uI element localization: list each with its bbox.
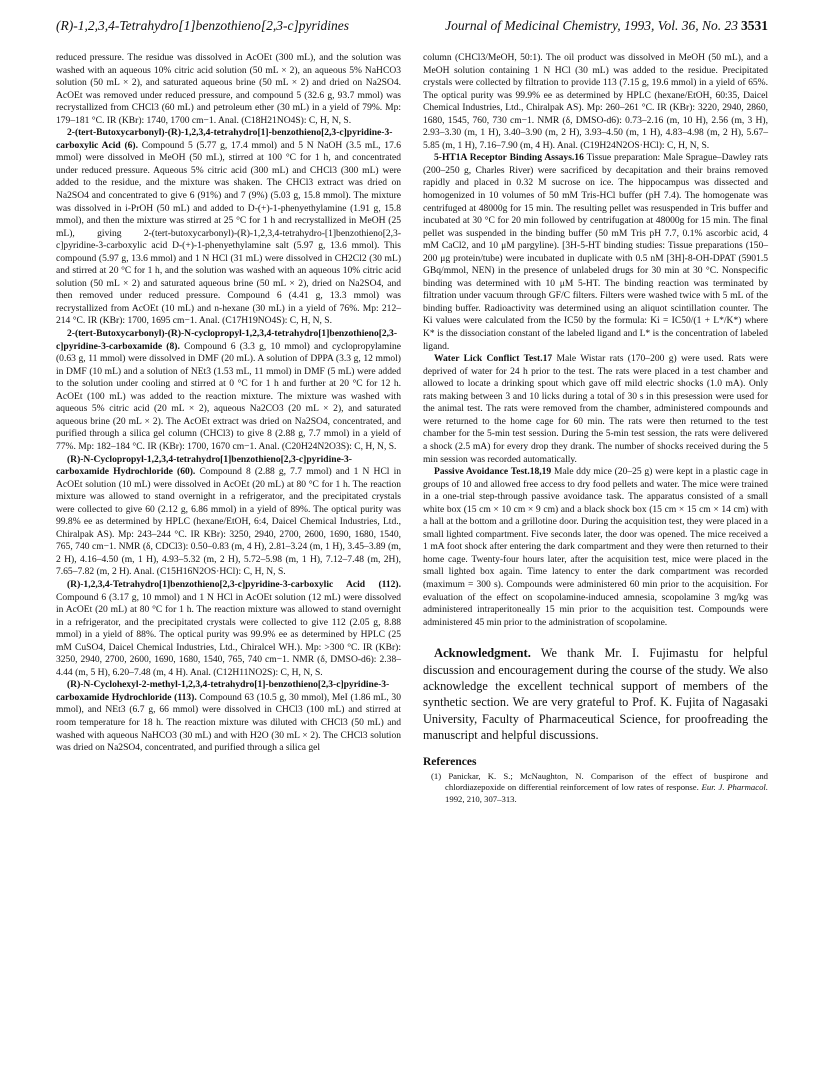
paragraph: reduced pressure. The residue was dissolved in AcOEt (300 mL), and the solution was washed with an aqueous 10% citric acid solution (50 mL × 2), an aqueous 5% NaHCO3 solution (50 mL × 2), and saturated aqueous brine (50 mL × 2) and dried on Na2SO4. AcOEt was removed under reduced pressure, and compound 5 (32.6 g, 93.7 mmol) was recrystallized from CHCl3 (60 mL) and petroleum ether (30 mL) in a yield of 79%. Mp: 179–181 °C. IR (KBr): 1740, 1700 cm−1. Anal. (C18H21NO4S): C, H, N, S. [56,52,401,126]
paragraph [56,127,401,328]
reference-tail: 1992, 210, 307–313. [445,793,517,804]
paragraph [423,466,768,629]
paragraph-text: Compound 8 (2.88 g, 7.7 mmol) and 1 N HCl in AcOEt solution (10 mL) were dissolved in AcOEt (20 mL) at 80 °C for 1 h. The reaction mixture was allowed to stand overnight in a refrigerator, and the precipitated crystals were collected to give 60 (2.12 g, 6.86 mmol) in a yield of 89%. The optical purity was 99.8% ee as determined by HPLC (hexane/EtOH, 6:4, Daicel Chemical Industries, Ltd., Chiralpak AS). Mp: 243–244 °C. IR KBr): 3250, 2940, 2700, 2600, 1690, 1680, 1540, 765, 740 cm−1. NMR (δ, CDCl3): 0.50–0.83 (m, 4 H), 2.81–3.24 (m, 1 H), 3.45–3.89 (m, 2 H), 4.16–4.50 (m, 1 H), 4.93–5.32 (m, 2 H), 5.72–5.98 (m, 1 H), 7.12–7.48 (m, 2H), 7.65–7.82 (m, 2 H). Anal. (C15H16N2OS·HCl): C, H, N, S. [56,466,402,578]
reference-text: Panickar, K. S.; McNaughton, N. Comparison of the effect of buspirone and chlordiazepoxide on differential reinforcement of low rates of response. [445,771,769,793]
paragraph [56,579,401,679]
paragraph [56,454,401,579]
paragraph [56,328,401,453]
page-number: 3531 [741,18,768,33]
paragraph-text: Compound 63 (10.5 g, 30 mmol), MeI (1.86 mL, 30 mmol), and NEt3 (6.7 g, 66 mmol) were dissolved in CHCl3 (100 mL) and stirred at room temperature for 18 h. The reaction mixture was diluted with CHCl3 (50 mL) and washed with aqueous NaHCO3 (30 mL) and with H2O (30 mL × 2). The CHCl3 solution was dried on Na2SO4, concentrated, and purified through a silica gel [56,691,401,754]
paragraph-text: Male Wistar rats (170–200 g) were used. Rats were deprived of water for 24 h prior to the test. The rats were placed in a test chamber and allowed to locate a drinking spout which gave off mild electric shocks (1.0 mA). Only rats making between 3 and 10 licks during a total of 30 s in this presession were used for the animal test. The rats were removed from the chamber, administered compounds and were returned to the home cage for 60 min. The rats were then returned to the test chamber for the 5-min test session. During the 5-min test session, the rats were delivered a shock (2.5 mA) for every drop they drank. The number of shocks received during the 5 min session was recorded automatically. [423,353,769,465]
running-header-journal: Journal of Medicinal Chemistry, 1993, Vol. 36, No. 23 [445,18,738,33]
acknowledgment [423,645,768,743]
section-heading: Passive Avoidance Test.18,19 [434,466,552,478]
acknowledgment-text: We thank Mr. I. Fujimastu for helpful discussion and encouragement during the course of the study. We also acknowledge the excellent technical support of members of the synthetic section. We are very grateful to Prof. K. Fujita of Nagasaki University, Faculty of Pharmaceutical Science, for proofreading the manuscript and helpful discussions. [423,646,768,743]
running-header [56,18,768,40]
section-heading: 2-(tert-Butoxycarbonyl)-(R)-1,2,3,4-tetrahydro[1]-benzothieno[2,3-c]pyridine-3-carboxylic Acid (6). [56,127,393,151]
paragraph-text: Tissue preparation: Male Sprague–Dawley rats (200–250 g, Charles River) were sacrificed by decapitation and their brains removed rapidly and placed in 0.32 M sucrose on ice. The hippocampus was dissected and homogenized in 10 volumes of 50 mM Tris-HCl buffer (pH 7.4). The homogenate was centrifuged at 48000g for 15 min. The resulting pellet was resuspended in Tris buffer and incubated at 30 °C for 20 min followed by centrifugation at 48000g for 15 min. The final pellet was suspended in the binding buffer (50 mM Tris pH 7.7, 0.1% ascorbic acid, 4 mM CaCl2, and 10 μM pargyline). [3H-5-HT binding studies: Tissue preparations (150–200 μg protein/tube) were incubated in duplicate with 0.5 nM [3H]-8-OH-DPAT (5901.5 GBq/mmol, NEN) in the presence of unlabeled drugs for 30 min at 30 °C. Nonspecific binding was determined with 10 μM 5-HT. The binding reaction was terminated by filtration under vacuum through GF/C filters. Filters were washed twice with 5 mL of the binding buffer. Radioactivity was determined using an aliquot scintillation counter. The Ki values were calculated from the IC50 by the formula: Ki = IC50/(1 + L*/K*) where K* is the dissociation constant of the labeled ligand and L* is the concentration of labeled ligand. [423,152,768,352]
running-header-title: (R)-1,2,3,4-Tetrahydro[1]benzothieno[2,3-c]pyridines [56,18,349,33]
paragraph [423,152,768,353]
paragraph-text: Compound 5 (5.77 g, 17.4 mmol) and 5 N NaOH (3.5 mL, 17.6 mmol) were dissolved in MeOH (50 mL), stirred at 100 °C for 1 h, and concentrated under reduced pressure. Aqueous 5% citric acid (300 mL) and CHCl3 (300 mL) were added to the residue, and the mixture was shaken. The CHCl3 extract was dried on Na2SO4 and concentrated to give 6 (91%) and 7 (9%) (5.03 g, 15.8 mmol). The mixture was dissolved in i-PrOH (50 mL) and added to D-(+)-1-phenyethylamine (1.91 g, 15.8 mmol), and then the mixture was stirred at 25 °C for 1 h and recrystallized in MeOH (25 mL), giving 2-(tert-butoxycarbonyl)-(R)-1,2,3,4-tetrahydro-[1]benzothieno[2,3-c]pyridine-3-carboxylic acid D-(+)-1-phenyethylamine salt (5.97 g, 13.6 mmol). This compound (5.97 g, 13.6 mmol) and 1 N HCl (31 mL) were dissolved in CH2Cl2 (30 mL) and stirred at 20 °C for 1 h, and the solution was washed with an aqueous 10% citric acid solution (50 mL × 2) and saturated aqueous brine (50 mL × 2), dried on Na2SO4, and then removed under reduced pressure. Compound 6 (4.41 g, 13.3 mmol) was recrystallized from AcOEt (10 mL) and n-hexane (30 mL) in a yield of 76%. Mp: 212–214 °C. IR (KBr): 1700, 1695 cm−1. Anal. (C17H19NO4S): C, H, N, S. [56,139,401,327]
section-heading: 2-(tert-Butoxycarbonyl)-(R)-N-cyclopropyl-1,2,3,4-tetrahydro[1]benzothieno[2,3-c]pyridine-3-carboxamide (8). [56,328,398,352]
reference-journal: Eur. J. Pharmacol. [701,782,769,793]
section-heading: (R)-1,2,3,4-Tetrahydro[1]benzothieno[2,3-c]pyridine-3-carboxylic Acid (112). [67,578,401,590]
paragraph [56,679,401,754]
paragraph: column (CHCl3/MeOH, 50:1). The oil product was dissolved in MeOH (50 mL), and a MeOH solution containing 1 N HCl (30 mL) was added to the residue. Precipitated crystals were collected by filtration to provide 113 (7.15 g, 19.6 mmol) in a yield of 65%. The optical purity was 99.9% ee as determined by HPLC (hexane/EtOH, 60:35, Daicel Chemical Industries, Ltd., Chiralpak AS). Mp: 260–261 °C. IR (KBr): 3220, 2940, 2860, 1680, 1545, 760, 730 cm−1. NMR (δ, DMSO-d6): 0.73–2.16 (m, 10 H), 2.56 (m, 3 H), 2.93–3.30 (m, 1 H), 3.40–3.90 (m, 2 H), 3.93–4.50 (m, 1 H), 4.83–4.98 (m, 2 H), 5.67–5.85 (m, 1 H), 7.16–7.90 (m, 4 H). Anal. (C19H24N2OS·HCl): C, H, N, S. [423,52,768,151]
references-title: References [423,755,477,768]
left-column [56,52,401,755]
section-heading: 5-HT1A Receptor Binding Assays.16 [434,152,584,164]
paragraph [423,353,768,466]
section-heading: (R)-N-Cyclopropyl-1,2,3,4-tetrahydro[1]benzothieno[2,3-c]pyridine-3-carboxamide Hydrochloride (60). [56,453,352,478]
reference-item [423,771,768,805]
right-column [423,52,768,805]
reference-number: (1) [431,771,442,782]
acknowledgment-heading: Acknowledgment. [434,646,531,661]
paragraph-text: Compound 6 (3.3 g, 10 mmol) and cyclopropylamine (0.63 g, 11 mmol) were dissolved in DMF (20 mL). A solution of DPPA (3.3 g, 12 mmol) in DMF (10 mL) and a solution of NEt3 (1.53 mL, 11 mmol) in DMF (5 mL) were added to the solution under cooling and stirred at 0 °C for 1 h and further at 20 °C for 12 h. AcOEt (100 mL) was added to the reaction mixture. The mixture was washed with aqueous 5% citric acid (20 mL × 2), aqueous Na2CO3 (20 mL × 2), and saturated aqueous brine (20 mL × 2). The AcOEt extract was dried on Na2SO4, concentrated, and purified through a silica gel column (CHCl3) to give 8 (2.88 g, 7.7 mmol) in a yield of 77%. Mp: 182–184 °C. IR (KBr): 1700, 1670 cm−1. Anal. (C20H24N2O3S): C, H, N, S. [56,340,401,452]
paragraph-text: Compound 6 (3.17 g, 10 mmol) and 1 N HCl in AcOEt solution (12 mL) were dissolved in AcOEt (20 mL) at 80 °C for 1 h. The reaction mixture was allowed to stand overnight in a refrigerator, and the precipitated crystals were collected to give 112 (2.05 g, 8.88 mmol) in a yield of 88%. The optical purity was 99.9% ee as determined by HPLC (25 mM CuSO4, Daicel Chemical Industries, Ltd., Chiralcel WH.). Mp: >300 °C. IR (KBr): 3250, 2940, 2700, 2600, 1690, 1680, 1540, 765, 740 cm−1. NMR (δ, DMSO-d6): 2.38–4.44 (m, 5 H), 6.20–7.48 (m, 4 H). Anal. (C12H11NO2S): C, H, N, S. [56,591,401,678]
paragraph-text: Male ddy mice (20–25 g) were kept in a plastic cage in groups of 10 and allowed free access to dry food pellets and water. The mice were trained in a one-trial step-through passive avoidance task. The apparatus consisted of a small white box (15 cm × 10 cm × 9 cm) and a black shock box (15 cm × 15 cm × 14 cm) with a hall at the bottom and a grillotine door. During the acquisition test, they were placed in a small lighted compartment. Five seconds later, the door was opened. The mice received a 1 mA foot shock after entering the dark compartment and they were then returned to their home cage. Twenty-four hours later, after the acquisition test, mice were placed in the small lighted box again. Time latency to enter the dark compartment was recorded (maximum = 300 s). Compounds were administered 60 min prior to the acquisition. For evaluation of the effect on scopolamine-induced amnesia, scopolamine 3 mg/kg was administered intraperitoneally 15 min prior to the acquisition test. Compounds were administered 45 min prior to the administration of scopolamine. [423,466,768,628]
section-heading: Water Lick Conflict Test.17 [434,353,553,365]
section-heading: (R)-N-Cyclohexyl-2-methyl-1,2,3,4-tetrahydro[1]-benzothieno[2,3-c]pyridine-3-carboxamide Hydrochloride (113). [56,679,390,703]
